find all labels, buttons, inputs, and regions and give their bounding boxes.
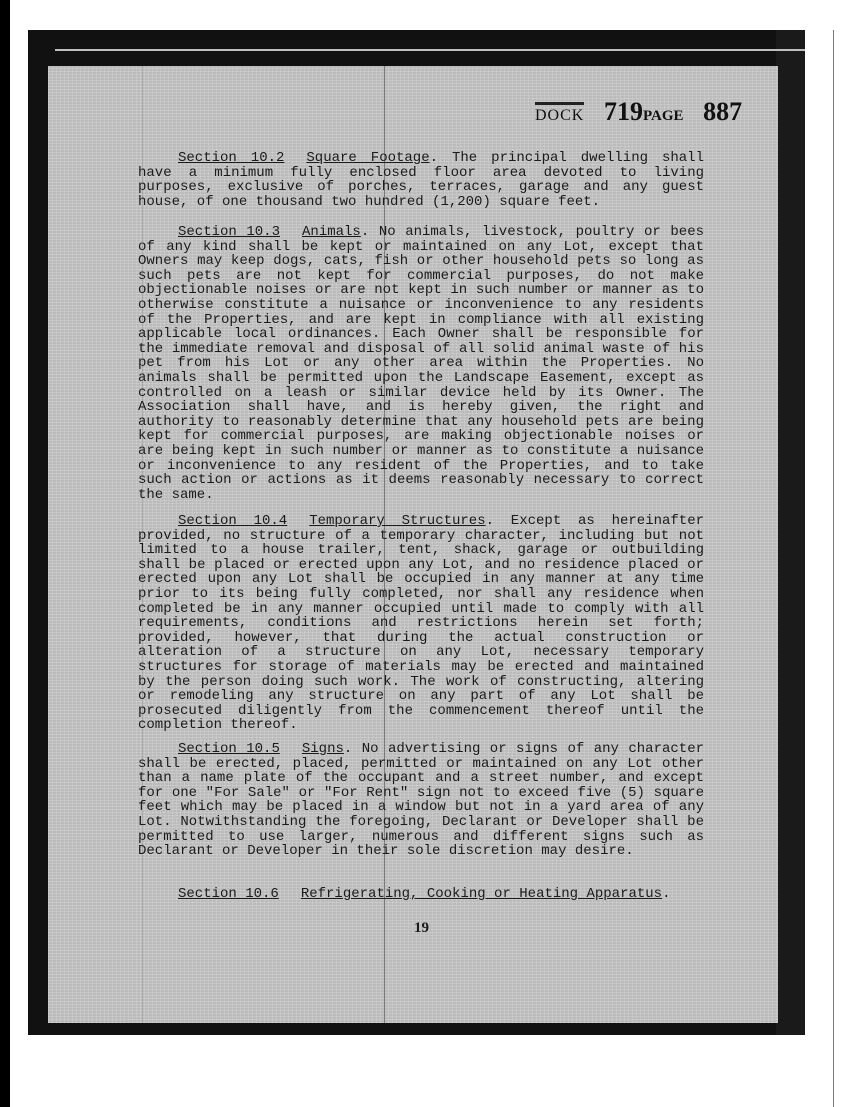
section-10-2-paragraph — [138, 151, 704, 209]
section-body: . The principal dwelling shall have a minimum fully enclosed floor area devoted to living purposes, exclusive of porches, terraces, garage and any guest house, of one thousand two hundred (1,200) square feet. — [138, 150, 704, 210]
section-number: Section 10.5 — [178, 741, 280, 757]
section-title: Animals — [302, 224, 361, 240]
section-body: . No advertising or signs of any character shall be erected, placed, permitted or maintained on any Lot other than a name plate of the occupant and a street number, and except for one "For Sale" or "For Rent" sign not to exceed five (5) square feet which may be placed in a window but not in a yard area of any Lot. Notwithstanding the foregoing, Declarant or Developer shall be permitted to use larger, numerous and different signs such as Declarant or Developer in their sole discretion may desire. — [138, 741, 704, 860]
section-number: Section 10.6 — [178, 886, 279, 902]
section-10-5-paragraph — [138, 742, 704, 859]
section-10-3-paragraph — [138, 225, 704, 502]
section-body: . No animals, livestock, poultry or bees of any kind shall be kept or maintained on any Lot, except that Owners may keep dogs, cats, fish or other household pets so long as such pets are not kept for commercial purposes, do not make objectionable noises or are not kept in such number or manner as to otherwise constitute a nuisance or inconvenience to any residents of the Properties, and are kept in compliance with all existing applicable local ordinances. Each Owner shall be responsible for the immediate removal and disposal of all solid animal waste of his pet from his Lot or any other area within the Properties. No animals shall be permitted upon the Landscape Easement, except as controlled on a leash or similar device held by its Owner. The Association shall have, and is hereby given, the right and authority to reasonably determine that any household pets are being kept for commercial purposes, are making objectionable noises or are being kept in such number or manner as to constitute a nuisance or inconvenience to any resident of the Properties, and to take such action or actions as it deems reasonably necessary to correct the same. — [138, 224, 704, 503]
section-title: Refrigerating, Cooking or Heating Apparatus — [300, 886, 663, 902]
section-title: Temporary Structures — [309, 513, 486, 529]
section-number: Section 10.3 — [178, 224, 281, 240]
page-number: 887 — [703, 97, 743, 126]
page-label: PAGE — [642, 108, 684, 124]
section-body: . — [662, 886, 671, 902]
scan-left-edge — [0, 0, 10, 1107]
section-number: Section 10.2 — [178, 150, 285, 166]
section-body: . Except as hereinafter provided, no structure of a temporary character, including but not limited to a house trailer, tent, shack, garage or outbuilding shall be placed or erected upon any Lot, and no residence placed or erected upon any Lot shall be occupied in any manner at any time prior to its being fully completed, nor shall any residence when completed be in any manner occupied until made to comply with all requirements, conditions and restrictions herein set forth; provided, however, that during the actual construction or alteration of a structure on any Lot, necessary temporary structures for storage of materials may be erected and maintained by the person doing such work. The work of constructing, altering or remodeling any structure on any part of any Lot shall be prosecuted diligently from the commencement thereof until the completion thereof. — [138, 513, 705, 734]
book-number: 719 — [603, 97, 643, 126]
section-10-6-heading — [138, 887, 704, 902]
recording-stamp — [535, 97, 742, 127]
section-10-4-paragraph — [138, 514, 704, 733]
section-number: Section 10.4 — [178, 513, 288, 529]
scan-right-rule — [833, 30, 834, 1107]
scan-frame-right — [776, 30, 805, 1035]
scan-top-line — [55, 49, 805, 51]
footer-page-number: 19 — [414, 920, 429, 936]
section-title: Signs — [301, 741, 344, 757]
section-title: Square Footage — [306, 150, 430, 166]
dock-label: DOCK — [535, 102, 584, 125]
